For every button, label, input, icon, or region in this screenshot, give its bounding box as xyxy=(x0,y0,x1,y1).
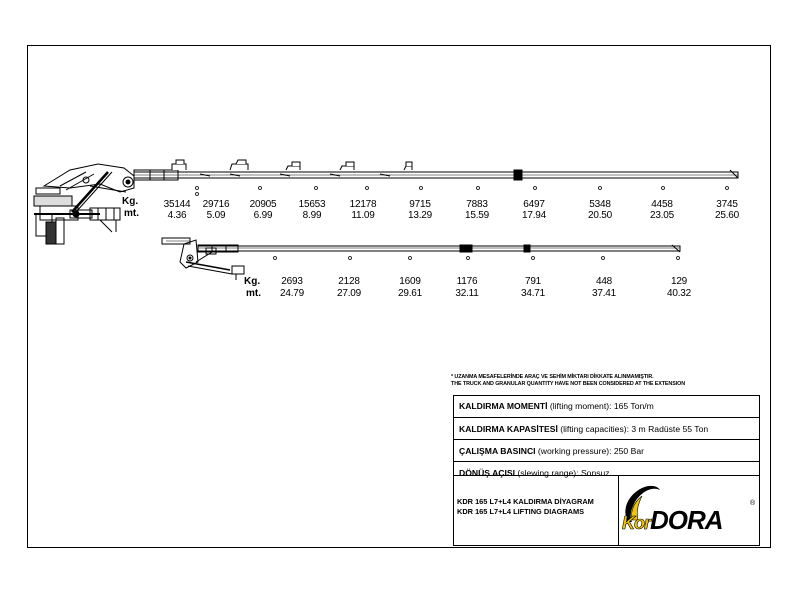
spec-pressure-key: ÇALIŞMA BASINCI xyxy=(459,446,536,456)
upper-crane xyxy=(34,160,738,244)
upper-load: 15653 xyxy=(298,199,326,210)
lower-distance: 27.09 xyxy=(336,288,362,299)
upper-distance: 25.60 xyxy=(714,210,740,221)
logo-prefix: Kor xyxy=(622,513,650,533)
lower-mt-label: mt. xyxy=(246,288,261,299)
upper-distance: 15.59 xyxy=(464,210,490,221)
lower-load: 1176 xyxy=(456,276,478,287)
lower-load: 2693 xyxy=(281,276,303,287)
spec-moment-key: KALDIRMA MOMENTİ xyxy=(459,401,548,411)
lower-distance: 24.79 xyxy=(279,288,305,299)
lower-load: 791 xyxy=(524,276,542,287)
logo xyxy=(622,505,723,536)
upper-load: 9715 xyxy=(409,199,431,210)
upper-distance: 13.29 xyxy=(407,210,433,221)
spec-capacity-value: (lifting capacities): 3 m Radüste 55 Ton xyxy=(557,424,709,434)
upper-distance: 5.09 xyxy=(206,210,226,221)
note-en: THE TRUCK AND GRANULAR QUANTITY HAVE NOT BEEN CONSIDERED AT THE EXTENSION xyxy=(451,381,685,387)
upper-load: 4458 xyxy=(651,199,673,210)
lower-load: 1609 xyxy=(399,276,421,287)
upper-mt-label: mt. xyxy=(124,208,139,219)
spec-pressure xyxy=(453,439,759,462)
upper-markers xyxy=(196,187,729,196)
note-tr: * UZANMA MESAFELERİNDE ARAÇ VE SEHİM MİKTARI DİKKATE ALINMAMIŞTIR. xyxy=(451,374,654,380)
upper-distance: 4.36 xyxy=(167,210,187,221)
lower-load: 129 xyxy=(670,276,688,287)
upper-kg-label: Kg. xyxy=(122,196,139,207)
logo-main: DORA xyxy=(650,505,723,535)
spec-capacity xyxy=(453,417,759,440)
lower-distance: 29.61 xyxy=(397,288,423,299)
upper-load: 3745 xyxy=(716,199,738,210)
lower-markers xyxy=(274,257,680,260)
upper-load: 5348 xyxy=(589,199,611,210)
upper-load: 35144 xyxy=(163,199,191,210)
lower-load: 448 xyxy=(595,276,613,287)
upper-distance: 17.94 xyxy=(521,210,547,221)
spec-slewing-key: DÖNÜŞ AÇISI xyxy=(459,468,516,478)
spec-moment xyxy=(453,395,759,418)
lower-distance: 32.11 xyxy=(455,288,479,299)
logo-registered-icon: ® xyxy=(750,500,756,507)
diagram-title-tr: KDR 165 L7+L4 KALDIRMA DİYAGRAM xyxy=(457,497,594,506)
spec-moment-value: (lifting moment): 165 Ton/m xyxy=(547,401,654,411)
lower-kg-label: Kg. xyxy=(244,276,261,287)
spec-slewing-value: (slewing range): Sonsuz xyxy=(515,468,610,478)
spec-pressure-value: (working pressure): 250 Bar xyxy=(535,446,644,456)
upper-load: 7883 xyxy=(466,199,488,210)
lower-load: 2128 xyxy=(338,276,360,287)
upper-load: 20905 xyxy=(249,199,277,210)
lower-distance: 34.71 xyxy=(520,288,546,299)
lower-distance: 40.32 xyxy=(666,288,692,299)
upper-distance: 6.99 xyxy=(253,210,273,221)
upper-distance: 20.50 xyxy=(587,210,613,221)
upper-load: 6497 xyxy=(523,199,545,210)
spec-capacity-key: KALDIRMA KAPASİTESİ xyxy=(459,424,558,434)
upper-load: 12178 xyxy=(349,199,377,210)
diagram-title-en: KDR 165 L7+L4 LIFTING DIAGRAMS xyxy=(457,507,585,516)
upper-distance: 11.09 xyxy=(351,210,375,221)
upper-distance: 8.99 xyxy=(302,210,322,221)
upper-distance: 23.05 xyxy=(649,210,675,221)
upper-load: 29716 xyxy=(202,199,230,210)
lower-distance: 37.41 xyxy=(591,288,617,299)
